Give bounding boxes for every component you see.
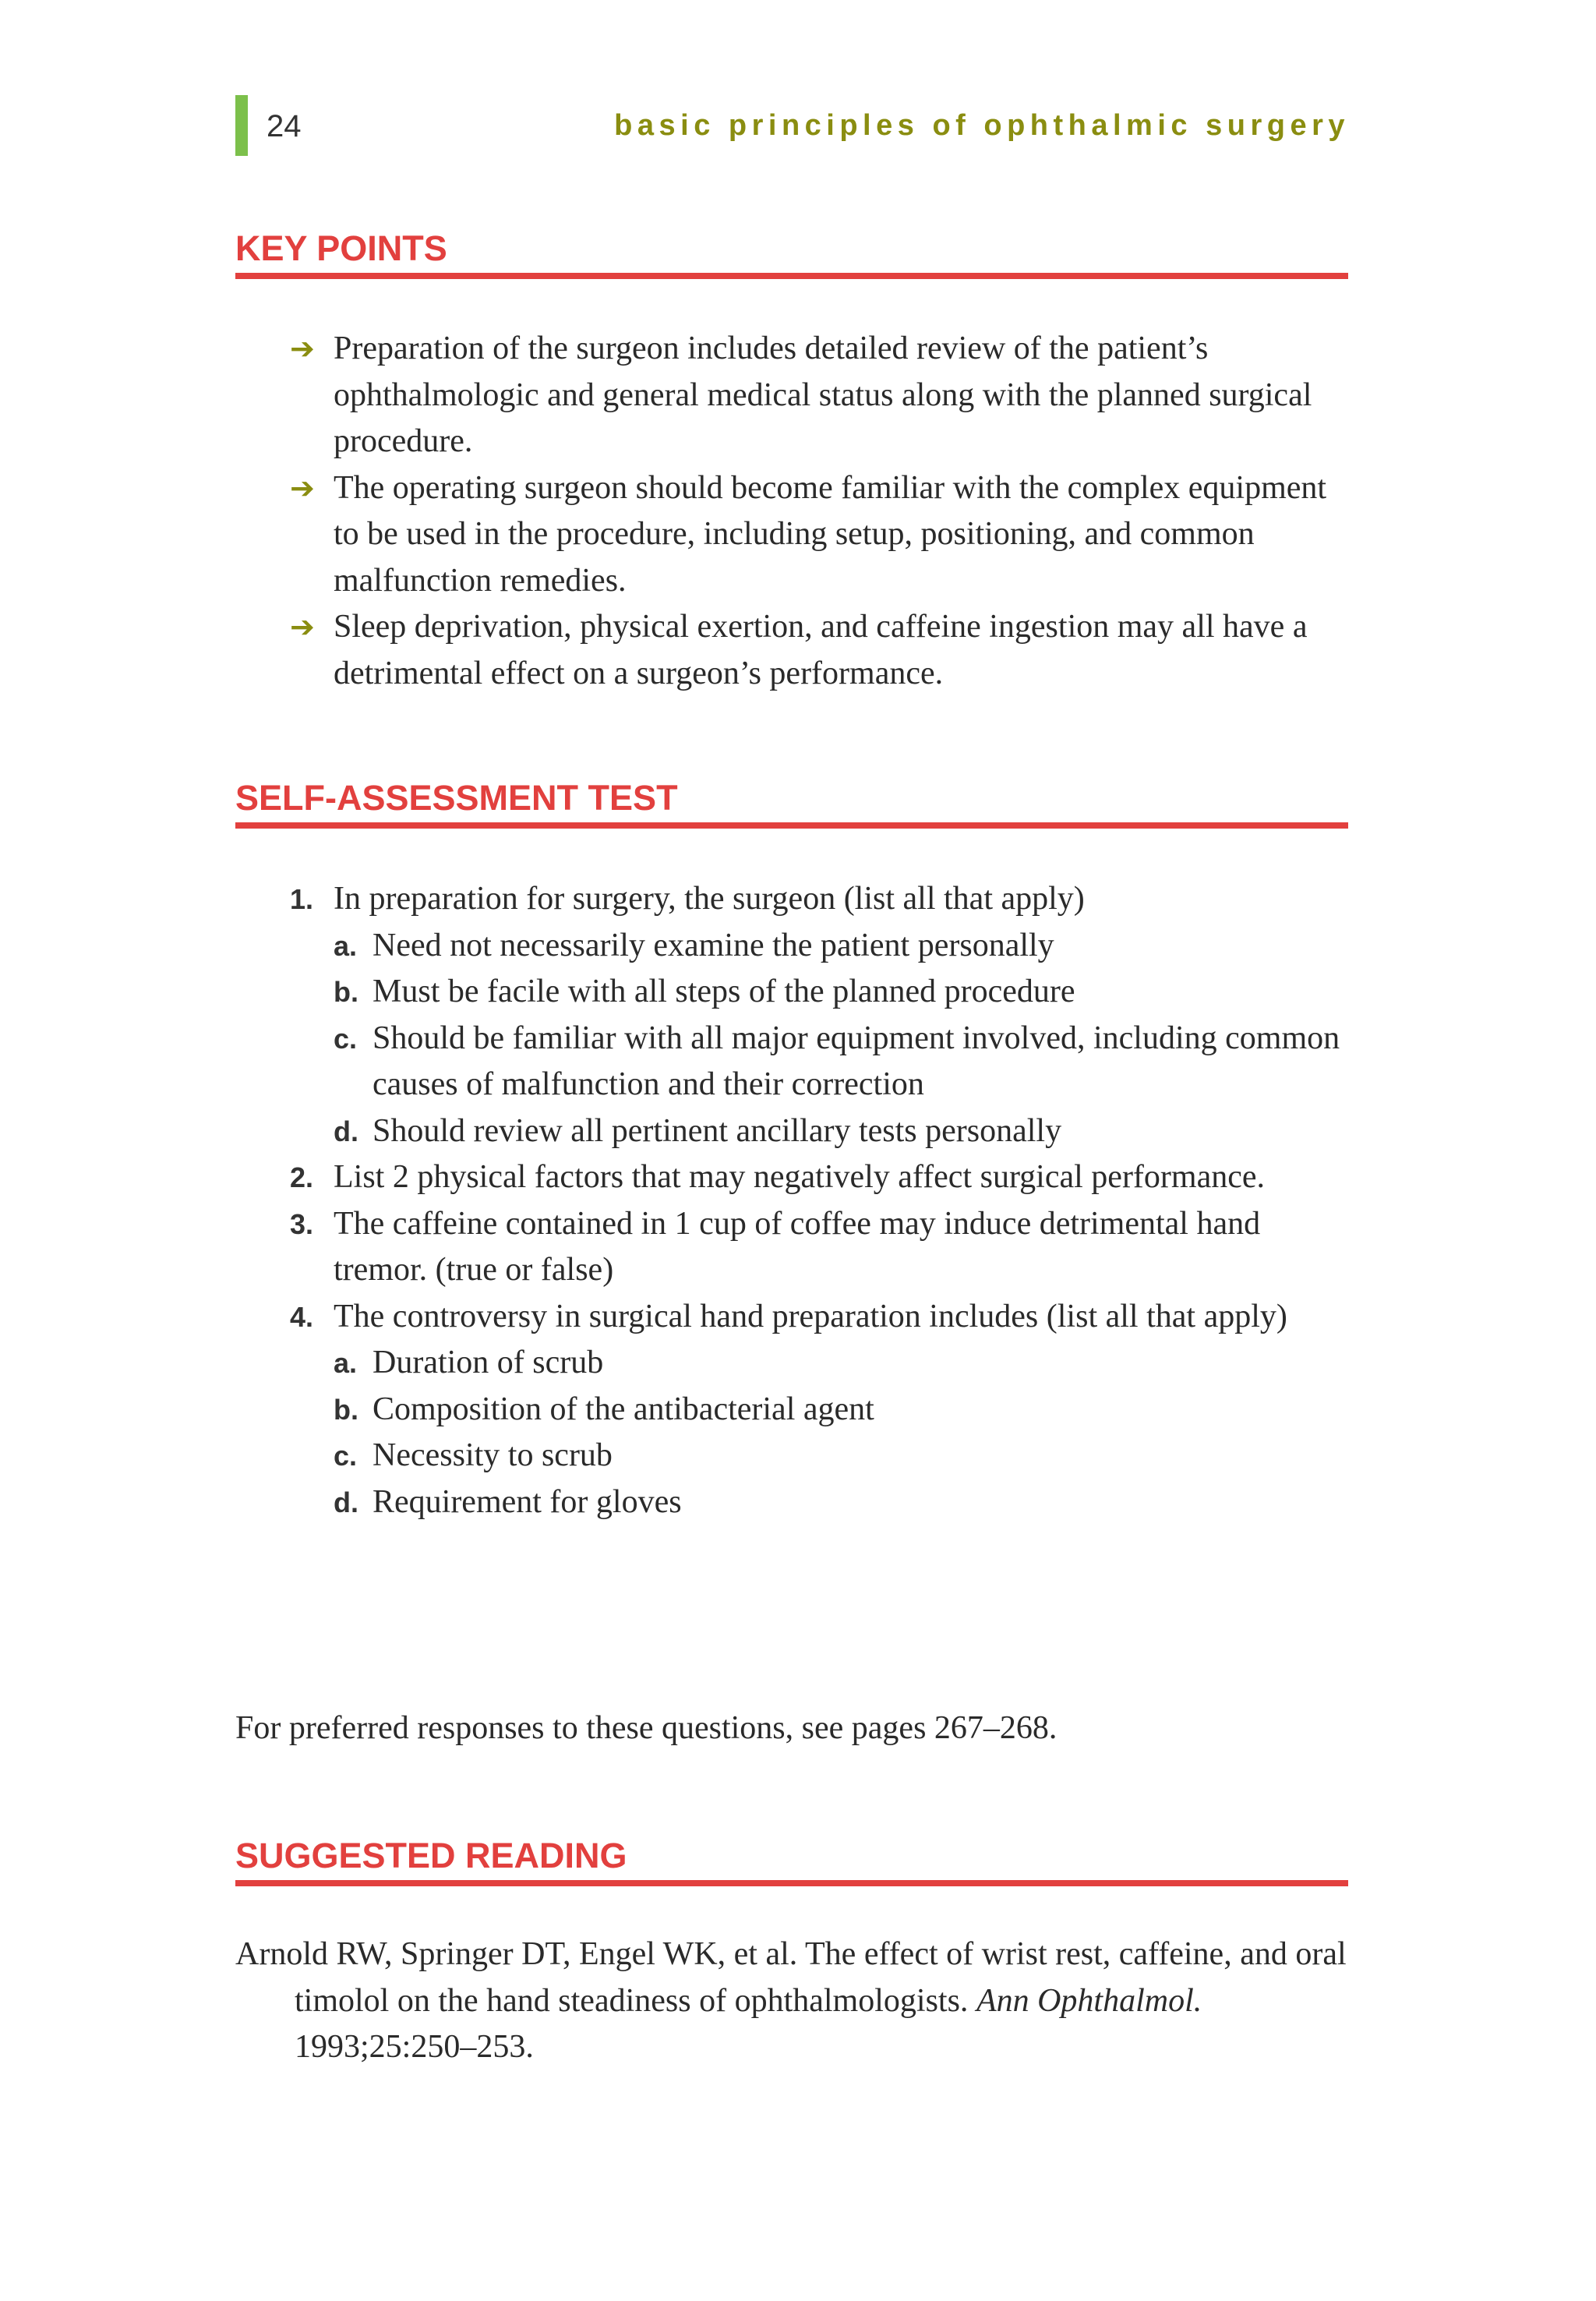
option-letter: d.	[334, 1115, 358, 1147]
option-text: Should review all pertinent ancillary tests personally	[373, 1112, 1062, 1149]
question-item	[290, 1201, 1358, 1294]
key-point-item	[290, 326, 1358, 465]
reference-journal: Ann Ophthalmol.	[976, 1982, 1202, 2019]
page-number: 24	[267, 109, 302, 143]
key-point-text: The operating surgeon should become familiar with the complex equipment to be used in the procedure, including setup, positioning, and common malfunction remedies.	[334, 469, 1327, 599]
running-head: basic principles of ophthalmic surgery	[614, 109, 1350, 142]
option-item	[334, 1340, 1358, 1387]
option-letter: c.	[334, 1440, 358, 1472]
header-accent-bar	[235, 95, 248, 156]
key-point-text: Preparation of the surgeon includes detailed review of the patient’s ophthalmologic and general medical status along with the planned surgical procedure.	[334, 330, 1312, 459]
option-text: Requirement for gloves	[373, 1483, 682, 1520]
option-letter: b.	[334, 976, 358, 1008]
option-letter: d.	[334, 1486, 358, 1518]
option-item	[334, 1479, 1358, 1526]
key-points-heading: KEY POINTS	[235, 226, 1348, 279]
option-letter: c.	[334, 1022, 358, 1055]
suggested-reading-heading: SUGGESTED READING	[235, 1833, 1348, 1886]
responses-note: For preferred responses to these questions, see pages 267–268.	[235, 1710, 1058, 1746]
option-list	[334, 1340, 1358, 1525]
key-point-text: Sleep deprivation, physical exertion, and caffeine ingestion may all have a detrimental effect on a surgeon’s performance.	[334, 609, 1308, 691]
question-text: List 2 physical factors that may negatively affect surgical performance.	[334, 1159, 1265, 1195]
key-points-list	[290, 326, 1358, 697]
question-item	[290, 1154, 1358, 1201]
question-number: 2.	[290, 1161, 314, 1193]
option-text: Must be facile with all steps of the planned procedure	[373, 974, 1075, 1009]
option-item	[334, 1016, 1358, 1108]
reference-entry	[235, 1932, 1350, 2071]
question-item	[290, 1294, 1358, 1526]
key-point-item	[290, 604, 1358, 697]
option-text: Should be familiar with all major equipment involved, including common causes of malfunction and their correction	[373, 1020, 1340, 1102]
page-header	[235, 95, 1350, 157]
option-item	[334, 1387, 1358, 1433]
option-text: Need not necessarily examine the patient personally	[373, 927, 1054, 963]
option-item	[334, 969, 1358, 1016]
option-letter: a.	[334, 929, 358, 962]
arrow-right-icon: ➔	[290, 470, 315, 505]
arrow-right-icon: ➔	[290, 610, 315, 644]
question-number: 1.	[290, 883, 314, 915]
question-number: 4.	[290, 1300, 314, 1333]
question-text: The controversy in surgical hand preparation includes (list all that apply)	[334, 1298, 1287, 1334]
key-point-item	[290, 465, 1358, 605]
option-item	[334, 1108, 1358, 1155]
question-text: In preparation for surgery, the surgeon (list all that apply)	[334, 881, 1085, 917]
option-text: Duration of scrub	[373, 1345, 604, 1380]
reference-authors-title: Arnold RW, Springer DT, Engel WK, et al. The effect of wrist rest, caffeine, and oral timolol on the hand steadiness of ophthalmologists.	[235, 1936, 1347, 2019]
question-item	[290, 876, 1358, 1154]
self-assessment-heading: SELF-ASSESSMENT TEST	[235, 776, 1348, 829]
option-letter: a.	[334, 1347, 358, 1379]
reference-citation: 1993;25:250–253.	[295, 2029, 534, 2065]
option-item	[334, 923, 1358, 970]
option-text: Necessity to scrub	[373, 1437, 613, 1473]
option-list	[334, 923, 1358, 1155]
question-number: 3.	[290, 1207, 314, 1240]
question-text: The caffeine contained in 1 cup of coffee may induce detrimental hand tremor. (true or false)	[334, 1205, 1261, 1288]
option-text: Composition of the antibacterial agent	[373, 1391, 874, 1427]
question-list	[290, 876, 1358, 1525]
arrow-right-icon: ➔	[290, 331, 315, 366]
option-item	[334, 1433, 1358, 1479]
option-letter: b.	[334, 1393, 358, 1426]
